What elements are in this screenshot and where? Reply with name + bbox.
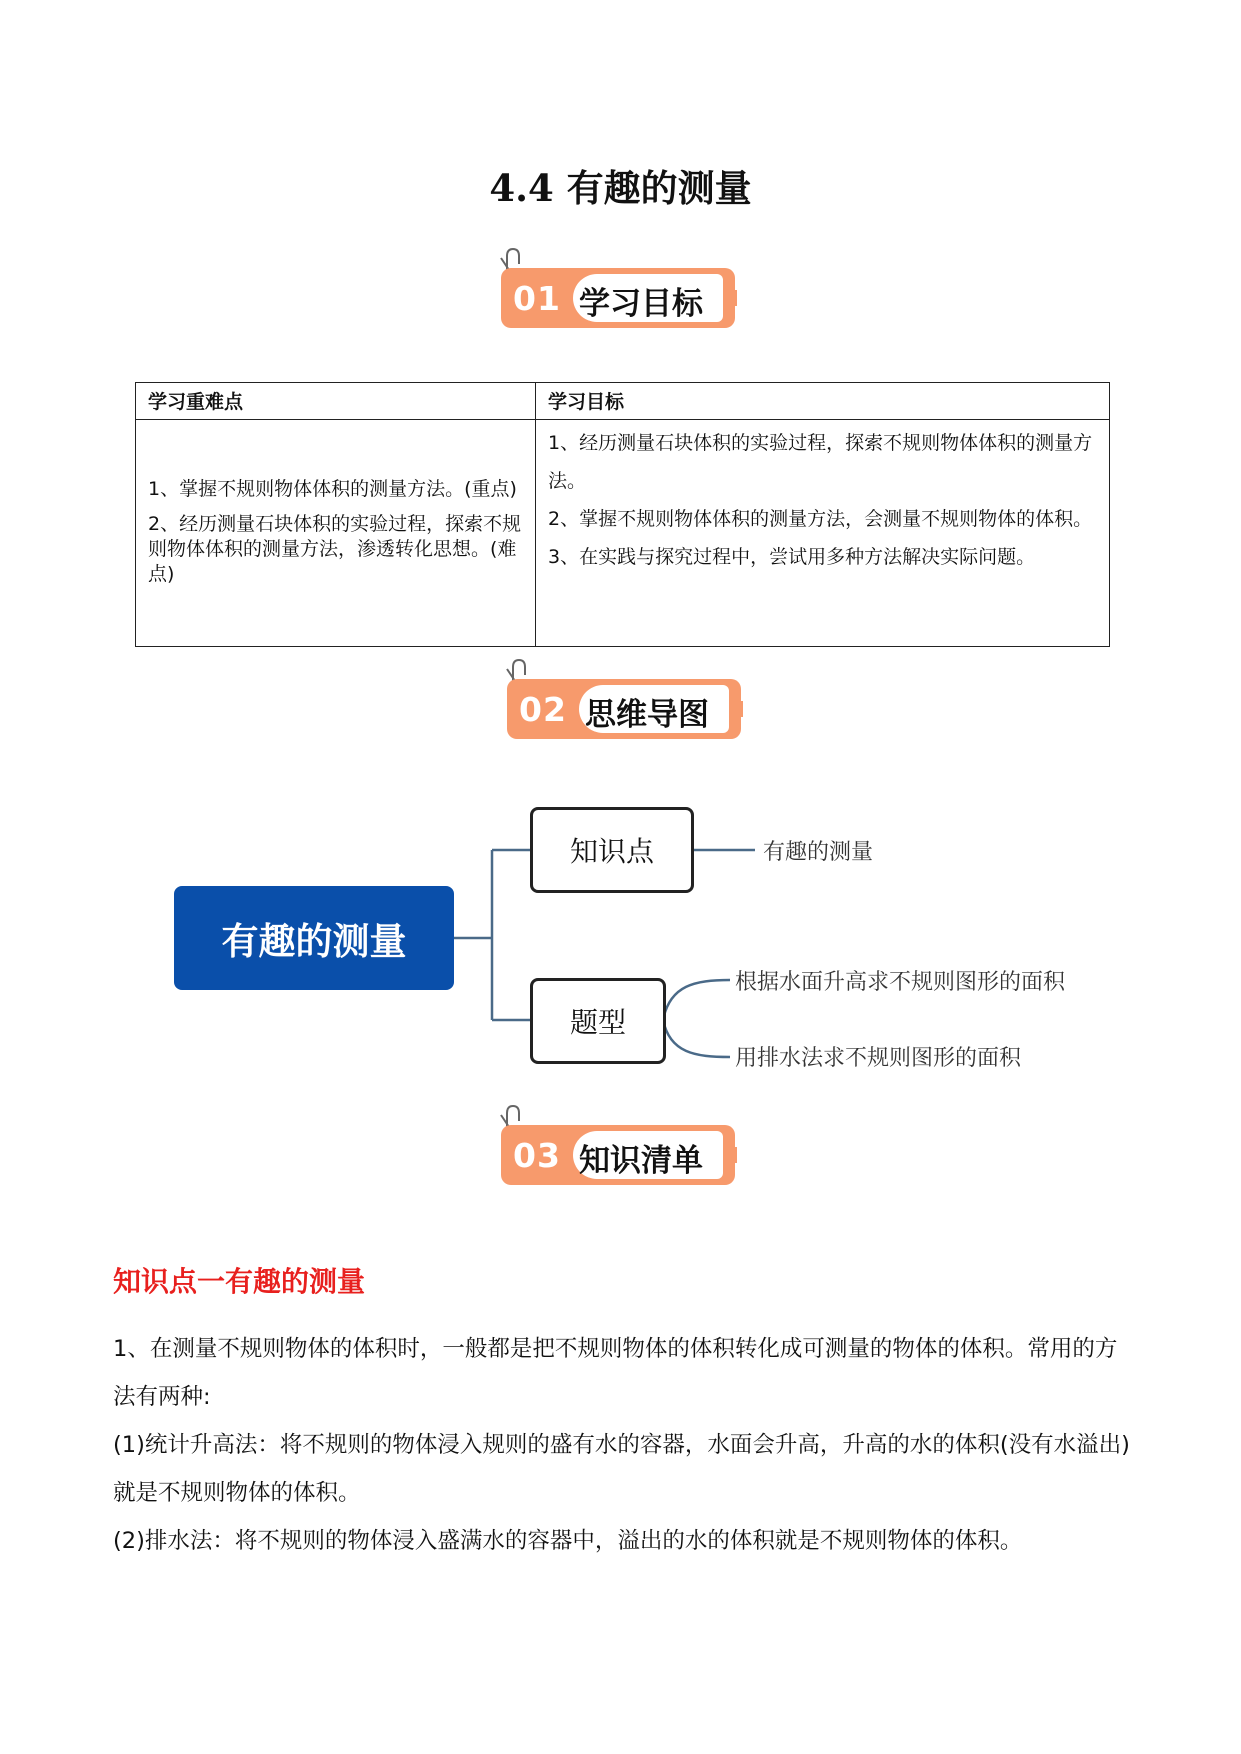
section-badge-03 xyxy=(495,1103,740,1193)
objective-item: 2、掌握不规则物体体积的测量方法，会测量不规则物体的体积。 xyxy=(548,508,1093,530)
knowledge-point-heading: 知识点一有趣的测量 xyxy=(113,1265,366,1298)
mind-map-leaf: 有趣的测量 xyxy=(763,840,874,865)
mind-map-node-knowledge: 知识点 xyxy=(530,807,694,893)
knowledge-paragraph: 1、在测量不规则物体的体积时，一般都是把不规则物体的体积转化成可测量的物体的体积。常用的方法有两种: xyxy=(113,1336,1118,1410)
knowledge-paragraph: (2)排水法：将不规则的物体浸入盛满水的容器中，溢出的水的体积就是不规则物体的体积。 xyxy=(113,1528,1023,1554)
objectives-cell xyxy=(536,420,1110,647)
key-point-item: 1、掌握不规则物体体积的测量方法。(重点) xyxy=(148,478,517,500)
badge-notch xyxy=(731,701,743,717)
table-row xyxy=(136,420,1110,647)
mind-map-leaf: 用排水法求不规则图形的面积 xyxy=(735,1046,1022,1071)
badge-number: 02 xyxy=(519,690,567,729)
page-title: 4.4 有趣的测量 xyxy=(489,166,752,210)
objective-item: 1、经历测量石块体积的实验过程，探索不规则物体体积的测量方法。 xyxy=(548,432,1093,492)
badge-label: 学习目标 xyxy=(579,286,703,322)
badge-notch xyxy=(725,1147,737,1163)
badge-number: 03 xyxy=(513,1136,561,1175)
key-point-item: 2、经历测量石块体积的实验过程，探索不规则物体体积的测量方法，渗透转化思想。(难点) xyxy=(148,513,522,585)
table-header-cell: 学习目标 xyxy=(536,383,1110,420)
goals-table xyxy=(135,382,1110,647)
mind-map-node-question-types: 题型 xyxy=(530,978,666,1064)
table-header-row xyxy=(136,383,1110,420)
mind-map-leaf: 根据水面升高求不规则图形的面积 xyxy=(735,970,1066,995)
table-header-cell: 学习重难点 xyxy=(136,383,536,420)
section-badge-02 xyxy=(501,657,746,747)
badge-number: 01 xyxy=(513,279,561,318)
section-badge-01 xyxy=(495,246,740,336)
objective-item: 3、在实践与探究过程中，尝试用多种方法解决实际问题。 xyxy=(548,546,1036,568)
key-points-cell xyxy=(136,420,536,647)
connector-curve xyxy=(663,1020,730,1057)
mind-map-root: 有趣的测量 xyxy=(174,886,454,990)
badge-notch xyxy=(725,290,737,306)
connector-curve xyxy=(663,980,730,1020)
knowledge-paragraph: (1)统计升高法：将不规则的物体浸入规则的盛有水的容器，水面会升高，升高的水的体积(没有水溢出)就是不规则物体的体积。 xyxy=(113,1432,1130,1506)
mind-map xyxy=(150,795,1100,1095)
badge-label: 知识清单 xyxy=(579,1143,703,1179)
badge-label: 思维导图 xyxy=(585,697,709,733)
knowledge-body xyxy=(113,1325,1133,1565)
